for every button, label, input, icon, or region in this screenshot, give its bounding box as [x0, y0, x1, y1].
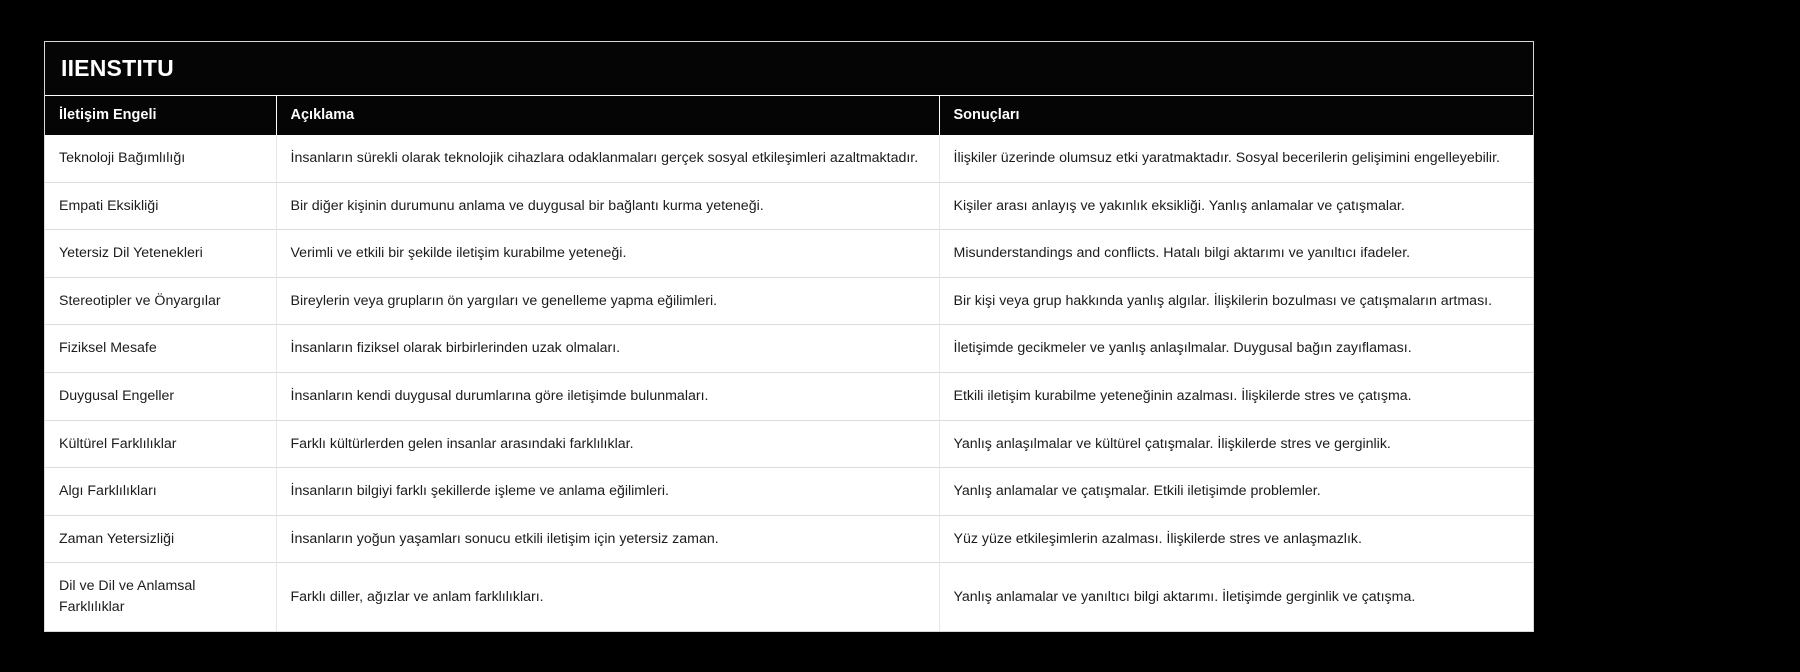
cell-description: İnsanların yoğun yaşamları sonucu etkili iletişim için yetersiz zaman. [276, 515, 939, 563]
cell-description: Bireylerin veya grupların ön yargıları ve genelleme yapma eğilimleri. [276, 277, 939, 325]
cell-results: İletişimde gecikmeler ve yanlış anlaşılmalar. Duygusal bağın zayıflaması. [939, 325, 1534, 373]
table-row [45, 230, 1534, 278]
cell-results: Misunderstandings and conflicts. Hatalı bilgi aktarımı ve yanıltıcı ifadeler. [939, 230, 1534, 278]
cell-barrier: Fiziksel Mesafe [45, 325, 276, 373]
cell-description: Farklı kültürlerden gelen insanlar arasındaki farklılıklar. [276, 420, 939, 468]
cell-barrier: Zaman Yetersizliği [45, 515, 276, 563]
cell-results: Kişiler arası anlayış ve yakınlık eksikliği. Yanlış anlamalar ve çatışmalar. [939, 182, 1534, 230]
cell-description: İnsanların fiziksel olarak birbirlerinden uzak olmaları. [276, 325, 939, 373]
table-row [45, 325, 1534, 373]
table-row [45, 515, 1534, 563]
cell-description: Farklı diller, ağızlar ve anlam farklılıkları. [276, 563, 939, 631]
brand-header [45, 42, 1533, 96]
brand-title: IIENSTITU [61, 55, 174, 81]
cell-barrier: Teknoloji Bağımlılığı [45, 135, 276, 182]
content-card [44, 41, 1534, 632]
table-row [45, 372, 1534, 420]
cell-results: İlişkiler üzerinde olumsuz etki yaratmaktadır. Sosyal becerilerin gelişimini engelleyebilir. [939, 135, 1534, 182]
cell-description: İnsanların sürekli olarak teknolojik cihazlara odaklanmaları gerçek sosyal etkileşimleri azaltmaktadır. [276, 135, 939, 182]
table-row [45, 135, 1534, 182]
table-head [45, 96, 1534, 135]
cell-results: Yanlış anlamalar ve çatışmalar. Etkili iletişimde problemler. [939, 468, 1534, 516]
cell-description: Bir diğer kişinin durumunu anlama ve duygusal bir bağlantı kurma yeteneği. [276, 182, 939, 230]
column-header-barrier: İletişim Engeli [45, 96, 276, 135]
table-body [45, 135, 1534, 631]
cell-results: Yüz yüze etkileşimlerin azalması. İlişkilerde stres ve anlaşmazlık. [939, 515, 1534, 563]
cell-barrier: Duygusal Engeller [45, 372, 276, 420]
table-header-row [45, 96, 1534, 135]
cell-barrier: Stereotipler ve Önyargılar [45, 277, 276, 325]
table-row [45, 420, 1534, 468]
cell-results: Yanlış anlamalar ve yanıltıcı bilgi aktarımı. İletişimde gerginlik ve çatışma. [939, 563, 1534, 631]
cell-results: Yanlış anlaşılmalar ve kültürel çatışmalar. İlişkilerde stres ve gerginlik. [939, 420, 1534, 468]
cell-barrier: Empati Eksikliği [45, 182, 276, 230]
cell-results: Etkili iletişim kurabilme yeteneğinin azalması. İlişkilerde stres ve çatışma. [939, 372, 1534, 420]
cell-description: Verimli ve etkili bir şekilde iletişim kurabilme yeteneği. [276, 230, 939, 278]
communication-barriers-table [45, 96, 1534, 631]
table-row [45, 277, 1534, 325]
cell-description: İnsanların bilgiyi farklı şekillerde işleme ve anlama eğilimleri. [276, 468, 939, 516]
cell-description: İnsanların kendi duygusal durumlarına göre iletişimde bulunmaları. [276, 372, 939, 420]
cell-barrier: Dil ve Dil ve Anlamsal Farklılıklar [45, 563, 276, 631]
cell-results: Bir kişi veya grup hakkında yanlış algılar. İlişkilerin bozulması ve çatışmaların artması. [939, 277, 1534, 325]
table-row [45, 563, 1534, 631]
cell-barrier: Yetersiz Dil Yetenekleri [45, 230, 276, 278]
cell-barrier: Algı Farklılıkları [45, 468, 276, 516]
table-row [45, 182, 1534, 230]
cell-barrier: Kültürel Farklılıklar [45, 420, 276, 468]
column-header-description: Açıklama [276, 96, 939, 135]
column-header-results: Sonuçları [939, 96, 1534, 135]
table-row [45, 468, 1534, 516]
